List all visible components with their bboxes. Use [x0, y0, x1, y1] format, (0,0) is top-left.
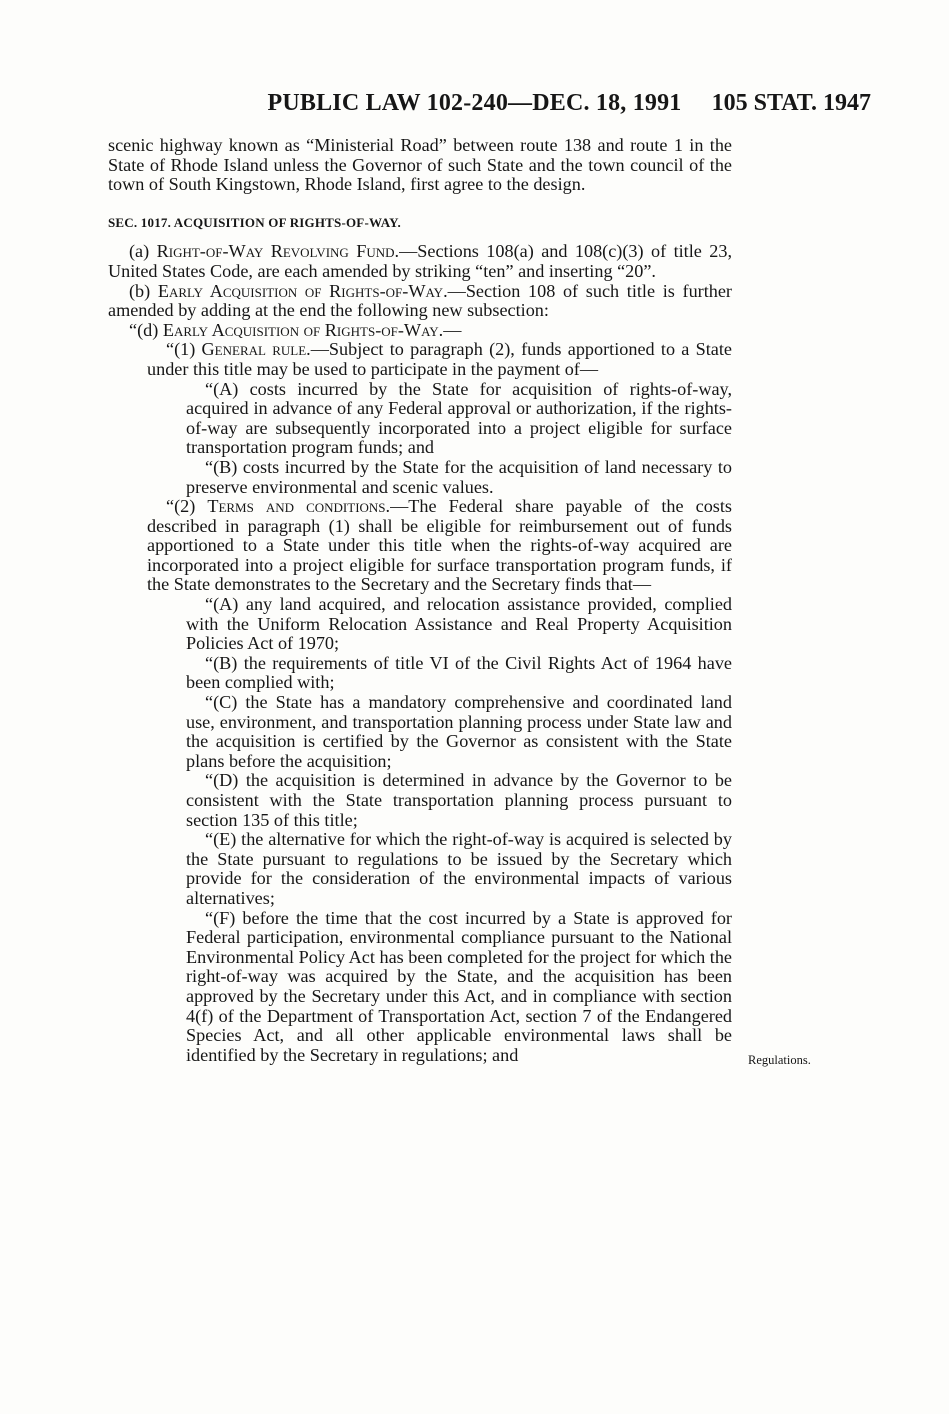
paragraph-2-A: “(A) any land acquired, and relocation assistance provided, complied with the Uniform Relocation Assistance and Real Property Acquisition Policies Act of 1970;	[186, 594, 732, 654]
margin-note: Regulations.	[748, 1053, 811, 1067]
running-header-title: PUBLIC LAW 102-240—DEC. 18, 1991	[267, 90, 682, 116]
paragraph-1-heading: General rule.	[201, 339, 311, 360]
document-body	[108, 136, 732, 1065]
paragraph-2-B: “(B) the requirements of title VI of the Civil Rights Act of 1964 have been complied with;	[186, 652, 732, 693]
subsection-a-heading: Right-of-Way Revolving Fund.	[156, 241, 400, 262]
subsection-b	[108, 282, 732, 321]
subsection-d-label: “(d)	[129, 319, 163, 340]
intro-paragraph: scenic highway known as “Ministerial Road” between route 138 and route 1 in the State of Rhode Island unless the Governor of such State and the town council of the town of South Kingstown, Rhode Island, first agree to the design.	[108, 135, 732, 195]
subsection-a-label: (a)	[129, 241, 157, 262]
paragraph-2-D: “(D) the acquisition is determined in advance by the Governor to be consistent with the State transportation planning process pursuant to section 135 of this title;	[186, 770, 732, 830]
subsection-a-text: —Sections 108(a) and 108(c)(3) of title 23, United States Code, are each amended by striking “ten” and inserting “20”.	[108, 241, 733, 281]
paragraph-2	[108, 497, 732, 595]
paragraph-1-label: “(1)	[166, 339, 202, 360]
paragraph-2-E: “(E) the alternative for which the right-of-way is acquired is selected by the State pursuant to regulations to be issued by the Secretary which provide for the consideration of the environmental impacts of various alternatives;	[186, 829, 732, 908]
paragraph-1-B: “(B) costs incurred by the State for the acquisition of land necessary to preserve environmental and scenic values.	[186, 456, 732, 497]
paragraph-2-C: “(C) the State has a mandatory comprehensive and coordinated land use, environment, and transportation planning process under State law and the acquisition is certified by the Governor as consistent with the State plans before the acquisition;	[186, 692, 732, 771]
page-number: 105 STAT. 1947	[711, 90, 871, 116]
paragraph-1	[108, 340, 732, 379]
paragraph-2-label: “(2)	[166, 496, 208, 517]
subsection-b-heading: Early Acquisition of Rights-of-Way.	[157, 280, 448, 301]
subsection-b-label: (b)	[129, 280, 158, 301]
paragraph-2-text: —The Federal share payable of the costs described in paragraph (1) shall be eligible for reimbursement out of funds apportioned to a State under this title when the rights-of-way acquired are incorporated into a project eligible for surface transportation program funds, if the State demonstrates to the Secretary and the Secretary finds that—	[147, 496, 732, 595]
paragraph-2-F: “(F) before the time that the cost incurred by a State is approved for Federal participation, environmental compliance pursuant to the National Environmental Policy Act has been completed for the project for which the right-of-way was acquired by the State, and the acquisition has been approved by the Secretary under this Act, and in compliance with section 4(f) of the Department of Transportation Act, section 7 of the Endangered Species Act, and all other applicable environmental laws shall be identified by the Secretary in regulations; and	[186, 907, 732, 1065]
paragraph-1-text: —Subject to paragraph (2), funds apportioned to a State under this title may be used to participate in the payment of—	[147, 339, 732, 379]
section-heading: SEC. 1017. ACQUISITION OF RIGHTS-OF-WAY.	[108, 214, 401, 230]
paragraph-2-heading: Terms and conditions.	[207, 496, 391, 517]
subsection-b-text: —Section 108 of such title is further amended by adding at the end the following new subsection:	[108, 280, 732, 321]
subsection-d	[108, 321, 732, 341]
subsection-a	[108, 242, 732, 281]
subsection-d-heading: Early Acquisition of Rights-of-Way.	[162, 319, 444, 340]
subsection-d-text: —	[443, 319, 462, 340]
paragraph-1-A: “(A) costs incurred by the State for acquisition of rights-of-way, acquired in advance of any Federal approval or authorization, if the rights-of-way are subsequently incorporated into a project eligible for surface transportation program funds; and	[186, 378, 732, 458]
